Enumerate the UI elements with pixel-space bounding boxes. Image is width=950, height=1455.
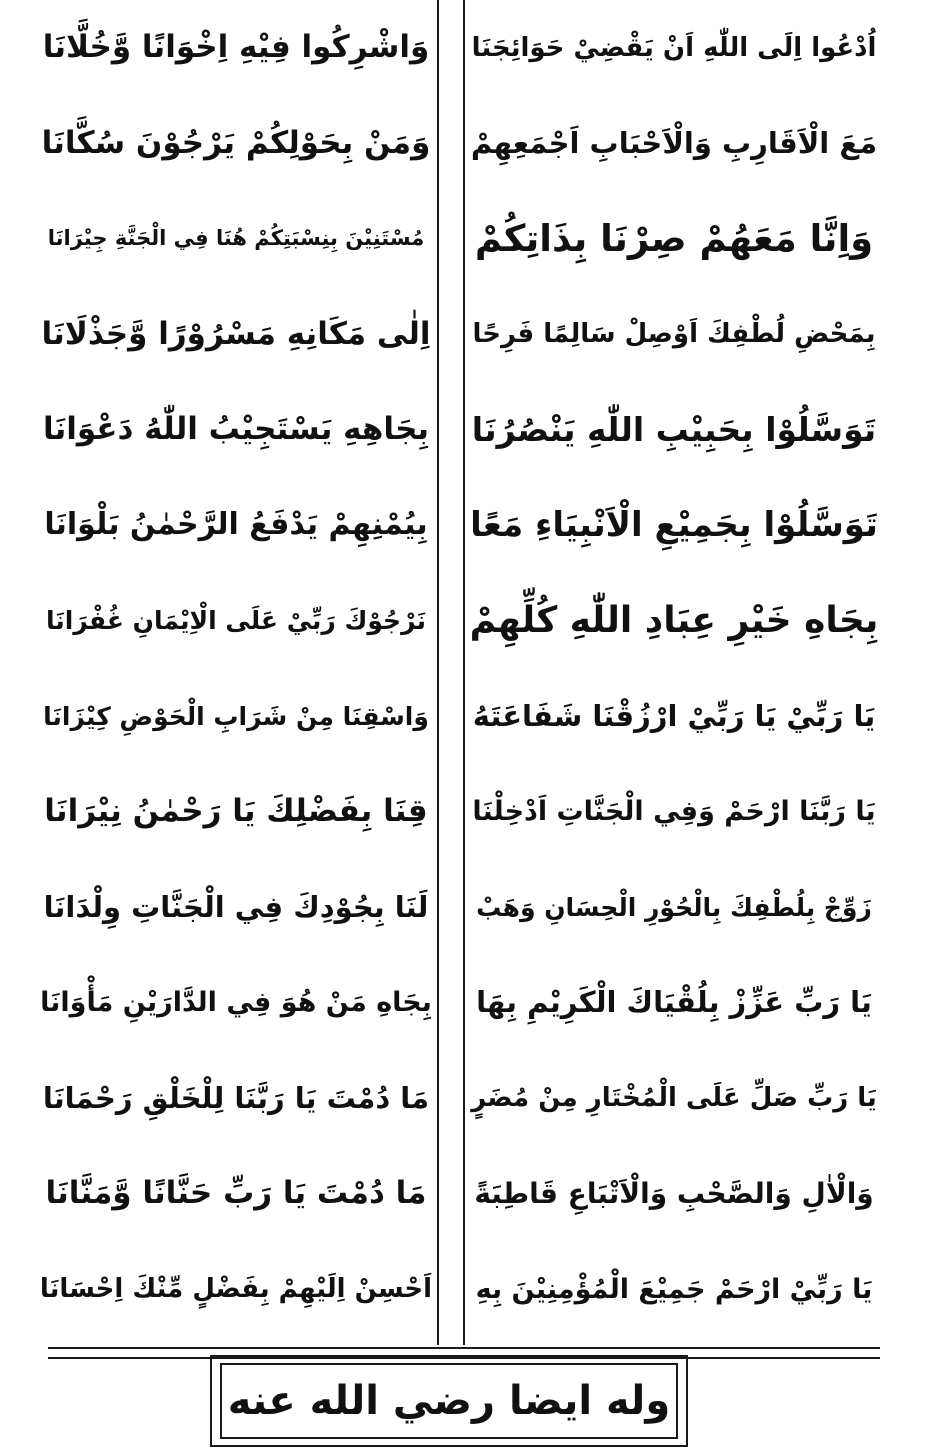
section-heading-inner-frame bbox=[220, 1363, 678, 1439]
column-divider-left bbox=[437, 0, 439, 1345]
verse-5-second-hemistich: بِجَاهِهِ يَسْتَجِيْبُ اللّٰهُ دَعْوَانَا bbox=[42, 411, 430, 448]
verse-1-first-hemistich: اُدْعُوا اِلَى اللّٰهِ اَنْ يَقْضِيْ حَوَائِجَنَا bbox=[471, 32, 877, 63]
verse-12-first-hemistich: يَا رَبِّ صَلِّ عَلَى الْمُخْتَارِ مِنْ مُضَرٍ bbox=[471, 1083, 877, 1114]
verse-5-first-hemistich: تَوَسَّلُوْا بِحَبِيْبِ اللّٰهِ يَنْصُرُنَا bbox=[471, 410, 877, 450]
verse-4-first-hemistich: بِمَحْضِ لُطْفِكَ اَوْصِلْ سَالِمًا فَرِحًا bbox=[472, 319, 876, 350]
second-hemistich-column bbox=[40, 0, 432, 1340]
verse-11-second-hemistich: بِجَاهِ مَنْ هُوَ فِي الدَّارَيْنِ مَأْوَانَا bbox=[40, 987, 432, 1019]
verse-10-first-hemistich: زَوِّجْ بِلُطْفِكَ بِالْحُوْرِ الْحِسَانِ وَهَبْ bbox=[476, 892, 872, 922]
verse-6-first-hemistich: تَوَسَّلُوْا بِجَمِيْعِ الْاَنْبِيَاءِ مَعًا bbox=[470, 505, 878, 546]
verse-2-first-hemistich: مَعَ الْاَقَارِبِ وَالْاَحْبَابِ اَجْمَعِهِمْ bbox=[470, 125, 878, 160]
section-heading-box bbox=[210, 1355, 688, 1447]
column-divider-right bbox=[463, 0, 465, 1345]
bottom-rule-upper bbox=[48, 1347, 880, 1349]
verse-3-first-hemistich: وَاِنَّا مَعَهُمْ صِرْنَا بِذَاتِكُمْ bbox=[474, 217, 874, 261]
verse-7-first-hemistich: بِجَاهِ خَيْرِ عِبَادِ اللّٰهِ كُلِّهِمْ bbox=[470, 599, 878, 641]
verse-9-second-hemistich: قِنَا بِفَضْلِكَ يَا رَحْمٰنُ نِيْرَانَا bbox=[44, 793, 428, 830]
verse-6-second-hemistich: بِيُمْنِهِمْ يَدْفَعُ الرَّحْمٰنُ بَلْوَانَا bbox=[44, 507, 428, 543]
first-hemistich-column bbox=[470, 0, 878, 1340]
verse-1-second-hemistich: وَاشْرِكُوا فِيْهِ اِخْوَانًا وَّخُلَّانَا bbox=[42, 29, 430, 66]
verse-2-second-hemistich: وَمَنْ بِحَوْلِكُمْ يَرْجُوْنَ سُكَّانَا bbox=[41, 124, 431, 161]
verse-10-second-hemistich: لَنَا بِجُوْدِكَ فِي الْجَنَّاتِ وِلْدَانَا bbox=[43, 889, 429, 924]
verse-9-first-hemistich: يَا رَبَّنَا ارْحَمْ وَفِي الْجَنَّاتِ اَدْخِلْنَا bbox=[472, 796, 876, 828]
verse-8-second-hemistich: وَاسْقِنَا مِنْ شَرَابِ الْحَوْضِ كِيْزَانَا bbox=[43, 701, 429, 731]
verse-11-first-hemistich: يَا رَبِّ عَزِّزْ بِلُقْيَاكَ الْكَرِيْمِ بِهَا bbox=[476, 985, 872, 1020]
verse-12-second-hemistich: مَا دُمْتَ يَا رَبَّنَا لِلْخَلْقِ رَحْمَانَا bbox=[42, 1080, 430, 1115]
verse-7-second-hemistich: نَرْجُوْكَ رَبِّيْ عَلَى الْاِيْمَانِ غُفْرَانَا bbox=[45, 606, 427, 636]
verse-14-first-hemistich: يَا رَبِّيْ ارْحَمْ جَمِيْعَ الْمُؤْمِنِيْنَ بِهِ bbox=[475, 1273, 873, 1305]
verse-4-second-hemistich: اِلٰى مَكَانِهِ مَسْرُوْرًا وَّجَذْلَانَا bbox=[41, 315, 431, 352]
section-heading: وله ايضا رضي الله عنه bbox=[227, 1378, 671, 1424]
verse-13-first-hemistich: وَالْاٰلِ وَالصَّحْبِ وَالْاَتْبَاعِ قَاطِبَةً bbox=[474, 1176, 874, 1210]
verse-13-second-hemistich: مَا دُمْتَ يَا رَبِّ حَنَّانًا وَّمَنَّانَا bbox=[45, 1175, 427, 1212]
verse-3-second-hemistich: مُسْتَنِيْنَ بِنِسْبَتِكُمْ هُنَا فِي الْجَنَّةِ جِيْرَانَا bbox=[47, 226, 425, 251]
verse-14-second-hemistich: اَحْسِنْ اِلَيْهِمْ بِفَضْلٍ مِّنْكَ اِحْسَانَا bbox=[40, 1274, 432, 1305]
verse-8-first-hemistich: يَا رَبِّيْ يَا رَبِّيْ ارْزُقْنَا شَفَاعَتَهُ bbox=[472, 698, 876, 733]
